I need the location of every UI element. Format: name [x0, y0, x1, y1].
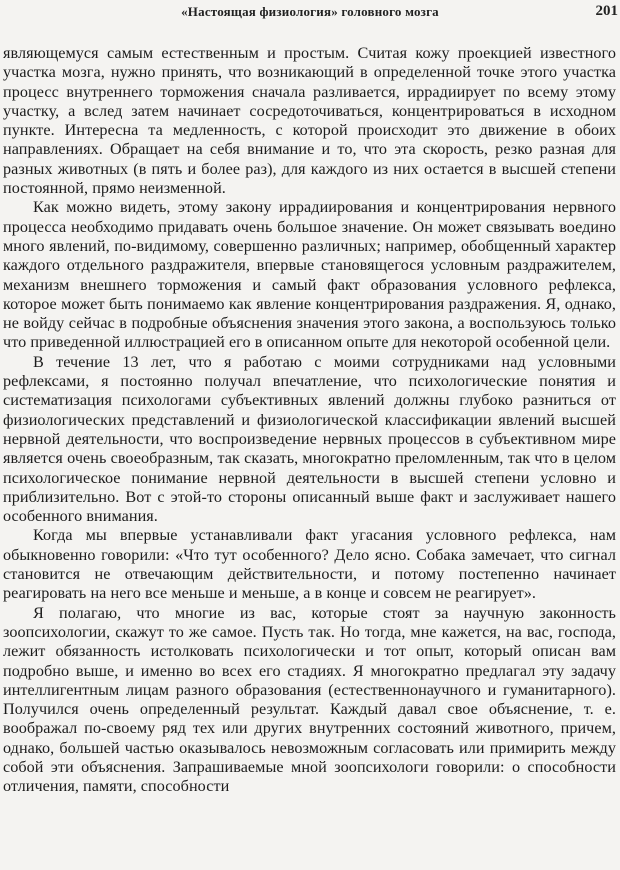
paragraph-2: Как можно видеть, этому закону иррадиирования и концентрирования нервного процесса необходимо придавать очень большое значение. Он может связывать воедино много явлений, по-видимому, совершенно различных; например, обобщенный характер каждого отдельного раздражителя, впервые становящегося условным раздражителем, механизм внешнего торможения и самый факт образования условного рефлекса, которое может быть понимаемо как явление концентрирования раздражения. Я, однако, не войду сейчас в подробные объяснения значения этого закона, а воспользуюсь только что приведенной иллюстрацией его в описанном опыте для некоторой особенной цели.	[3, 198, 616, 352]
body-text	[3, 44, 616, 797]
paragraph-5: Я полагаю, что многие из вас, которые стоят за научную законность зоопсихологии, скажут то же самое. Пусть так. Но тогда, мне кажется, на вас, господа, лежит обязанность истолковать психологически и тот опыт, который описан вам подробно выше, и именно во всех его стадиях. Я многократно предлагал эту задачу интеллигентным лицам разного образования (естественнонаучного и гуманитарного). Получился очень определенный результат. Каждый давал свое объяснение, т. е. воображал по-своему ряд тех или других внутренних состояний животного, причем, однако, большей частью оказывалось невозможным согласовать или примирить между собой эти объяснения. Запрашиваемые мной зоопсихологи говорили: о способности отличения, памяти, способности	[3, 603, 616, 796]
page-header	[0, 4, 620, 24]
running-title: «Настоящая физиология» головного мозга	[181, 4, 439, 19]
paragraph-4: Когда мы впервые устанавливали факт угасания условного рефлекса, нам обыкновенно говорили: «Что тут особенного? Дело ясно. Собака замечает, что сигнал становится не отвечающим действительности, и потому постепенно начинает реагировать на него все меньше и меньше, а в конце и совсем не реагирует».	[3, 526, 616, 603]
paragraph-3: В течение 13 лет, что я работаю с моими сотрудниками над условными рефлексами, я постоянно получал впечатление, что психологические понятия и систематизация психологами субъективных явлений должны глубоко разниться от физиологических представлений и физиологической классификации явлений высшей нервной деятельности, что воспроизведение нервных процессов в субъективном мире является очень своеобразным, так сказать, многократно преломленным, так что в целом психологическое понимание нервной деятельности в высшей степени условно и приблизительно. Вот с этой-то стороны описанный выше факт и заслуживает нашего особенного внимания.	[3, 352, 616, 526]
paragraph-1: являющемуся самым естественным и простым. Считая кожу проекцией известного участка мозга, нужно принять, что возникающий в определенной точке этого участка процесс внутреннего торможения сначала разливается, иррадиирует по всему этому участку, а вслед затем начинает сосредоточиваться, концентрироваться в исходном пункте. Интересна та медленность, с которой происходит это движение в обоих направлениях. Обращает на себя внимание и то, что эта скорость, резко разная для разных животных (в пять и более раз), для каждого из них остается в высшей степени постоянной, прямо неизменной.	[3, 44, 616, 198]
page-number: 201	[595, 3, 618, 19]
